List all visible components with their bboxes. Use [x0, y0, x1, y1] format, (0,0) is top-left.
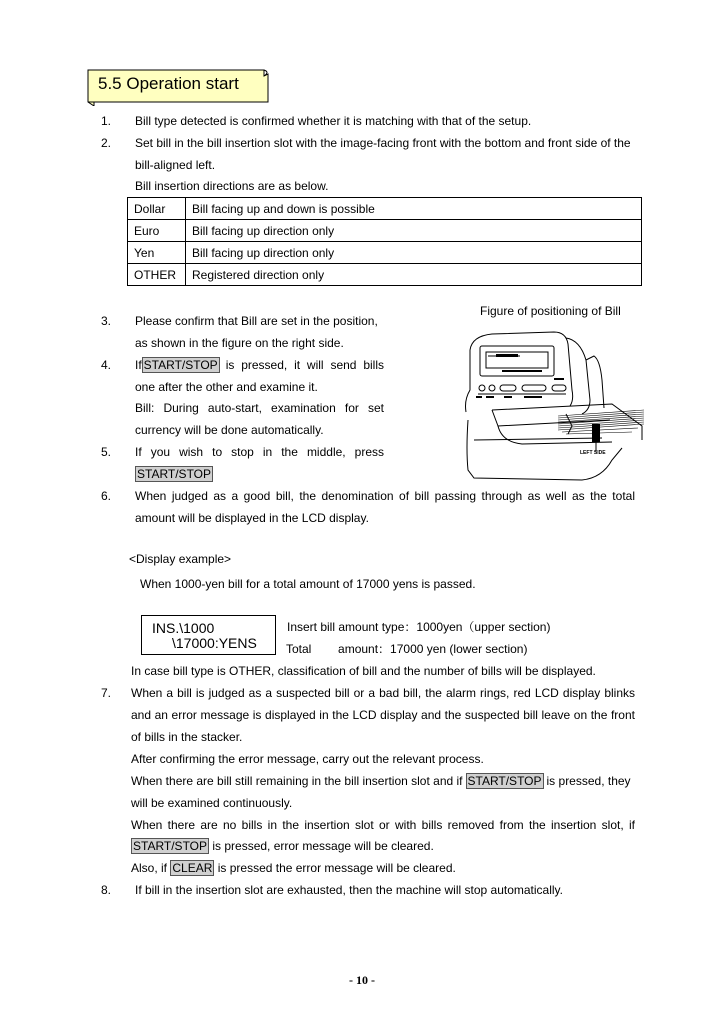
lcd-description-upper: Insert bill amount type：1000yen（upper section) [287, 620, 551, 634]
section-banner [84, 66, 270, 106]
step-text: is pressed, they [546, 774, 631, 788]
step-number: 4. [101, 358, 112, 372]
table-row [128, 220, 642, 242]
step-text: Please confirm that Bill are set in the position, [135, 314, 378, 328]
clear-key-label: CLEAR [172, 861, 213, 875]
section-title: 5.5 Operation start [98, 74, 239, 93]
table-row [128, 264, 642, 286]
money-counter-illustration [462, 330, 644, 482]
step-text: If [135, 358, 142, 372]
step-text: bill-aligned left. [135, 158, 216, 172]
step-text: When judged as a good bill, the denomination of bill passing through as well as the total [135, 489, 635, 503]
step-text: After confirming the error message, carry out the relevant process. [131, 752, 484, 766]
table-cell-currency: OTHER [128, 264, 186, 286]
start-stop-key-label: START/STOP [143, 358, 218, 372]
start-stop-key-label: START/STOP [467, 774, 542, 788]
step-text: is pressed, it will send bills [225, 358, 384, 372]
page-number: - 10 - [349, 973, 375, 987]
table-cell-currency: Yen [128, 242, 186, 264]
lcd-display-example [141, 615, 276, 655]
step-text: of bills in the stacker. [131, 730, 243, 744]
step-number: 3. [101, 314, 112, 328]
step-text-row [131, 860, 456, 876]
table-cell-direction: Registered direction only [186, 264, 642, 286]
step-text: If bill in the insertion slot are exhausted, then the machine will stop automatically. [135, 883, 564, 897]
table-cell-currency: Euro [128, 220, 186, 242]
left-side-label: LEFT SIDE [580, 450, 606, 456]
start-stop-key-label: START/STOP [133, 839, 208, 853]
step-text: When there are bill still remaining in the bill insertion slot and if [131, 774, 463, 788]
table-row [128, 242, 642, 264]
step-number: 5. [101, 445, 112, 459]
step-text: Set bill in the bill insertion slot with the image-facing front with the bottom and front side of the [135, 136, 631, 150]
step-text: Bill: During auto-start, examination for set [135, 401, 384, 415]
step-number: 1. [101, 114, 112, 128]
step-text: When there are no bills in the insertion slot or with bills removed from the insertion slot, if [131, 818, 635, 832]
start-stop-key-label: START/STOP [137, 467, 212, 481]
step-text: is pressed, error message will be cleared. [212, 839, 434, 853]
table-cell-direction: Bill facing up direction only [186, 242, 642, 264]
step-text: one after the other and examine it. [135, 380, 318, 394]
step-text: and an error message is displayed in the LCD display and the suspected bill leave on the front [131, 708, 635, 722]
other-bill-note: In case bill type is OTHER, classification of bill and the number of bills will be displayed. [131, 664, 596, 678]
bill-position-figure [462, 330, 644, 482]
step-text: If you wish to stop in the middle, press [135, 445, 384, 459]
table-row [128, 198, 642, 220]
step-text: is pressed the error message will be cleared. [217, 861, 456, 875]
lcd-line-lower: \17000:YENS [172, 635, 257, 651]
step-number: 6. [101, 489, 112, 503]
table-cell-direction: Bill facing up direction only [186, 220, 642, 242]
step-text-row [131, 773, 635, 789]
step-text: currency will be done automatically. [135, 423, 324, 437]
step-text: amount will be displayed in the LCD display. [135, 511, 369, 525]
lcd-description-lower: Total amount：17000 yen (lower section) [286, 642, 528, 656]
display-example-heading: <Display example> [129, 552, 232, 566]
display-example-intro: When 1000-yen bill for a total amount of 17000 yens is passed. [140, 577, 476, 591]
step-text: Bill type detected is confirmed whether it is matching with that of the setup. [135, 114, 532, 128]
step-text-row [131, 838, 434, 854]
step-number: 2. [101, 136, 112, 150]
step-text: Bill insertion directions are as below. [135, 179, 329, 193]
figure-caption: Figure of positioning of Bill [480, 304, 621, 318]
step-text: Also, if [131, 861, 168, 875]
step-text: When a bill is judged as a suspected bill or a bad bill, the alarm rings, red LCD display blinks [131, 686, 635, 700]
step-number: 7. [101, 686, 112, 700]
step-number: 8. [101, 883, 112, 897]
step-text-row [135, 357, 384, 373]
lcd-line-upper: INS.\1000 [152, 620, 215, 636]
step-text: as shown in the figure on the right side. [135, 336, 344, 350]
step-text: will be examined continuously. [131, 796, 293, 810]
table-cell-direction: Bill facing up and down is possible [186, 198, 642, 220]
bill-direction-table [127, 197, 642, 286]
table-cell-currency: Dollar [128, 198, 186, 220]
